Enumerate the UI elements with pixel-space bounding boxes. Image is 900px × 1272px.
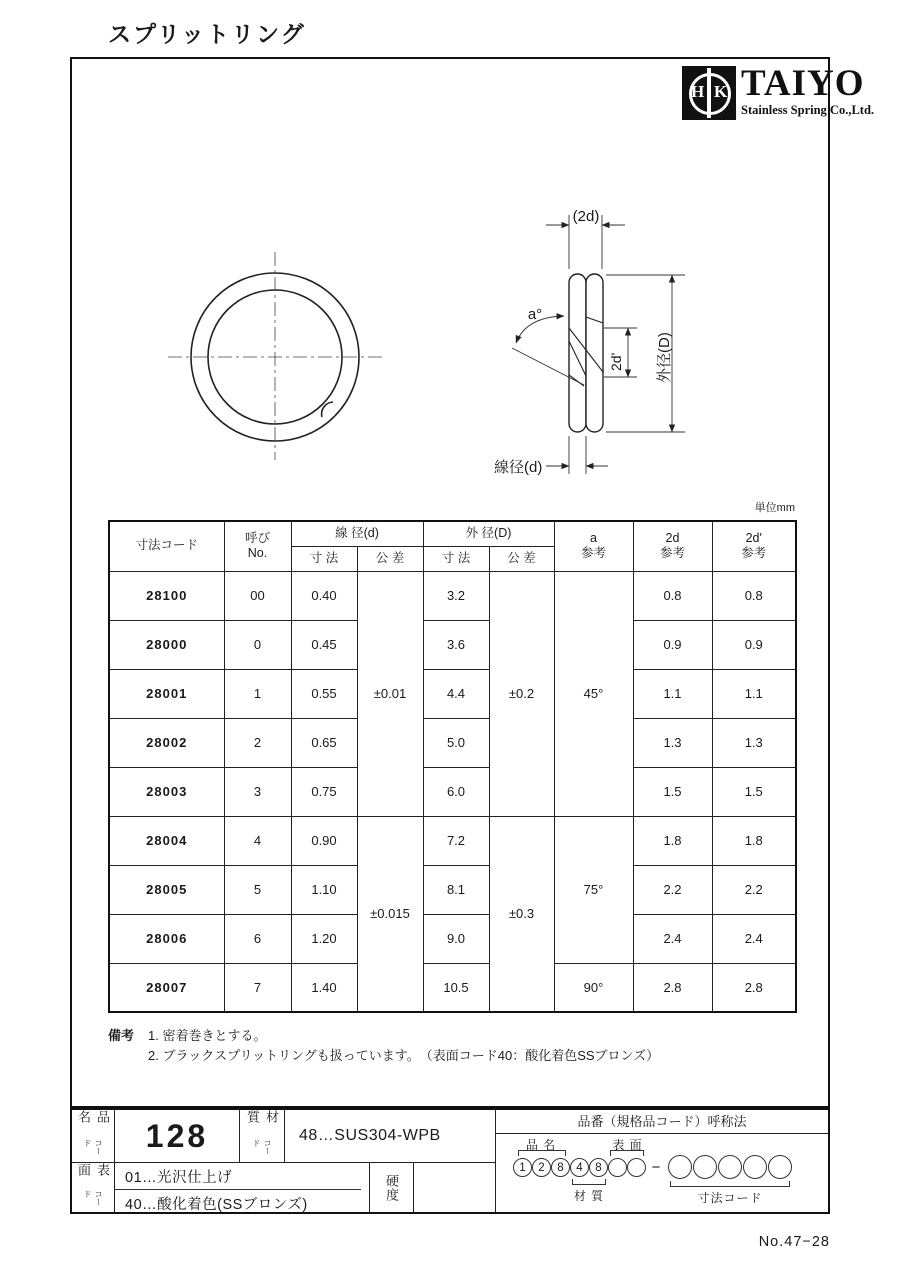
emblem-letter-k: K bbox=[714, 82, 728, 101]
code-circle-digit: 1 bbox=[513, 1158, 532, 1177]
cell-2d: 2.8 bbox=[633, 963, 712, 1012]
note-item: 1. 密着巻きとする。 bbox=[148, 1028, 267, 1043]
table-row bbox=[109, 718, 796, 767]
cell-wire-dim: 1.10 bbox=[291, 865, 357, 914]
logo-text bbox=[741, 63, 875, 118]
dim-2d-label: (2d) bbox=[572, 208, 600, 225]
naming-section bbox=[495, 1110, 828, 1212]
cell-size-code: 28001 bbox=[109, 669, 224, 718]
product-code-value: 128 bbox=[145, 1117, 209, 1154]
emblem-letter-h: H bbox=[691, 82, 705, 101]
cell-wire-dim: 0.75 bbox=[291, 767, 357, 816]
footer-code-block bbox=[70, 1108, 830, 1214]
page-title: スプリットリング bbox=[108, 21, 306, 47]
logo-company-name: TAIYO bbox=[741, 63, 865, 104]
cell-wire-dim: 0.55 bbox=[291, 669, 357, 718]
surface-code-suffix: コード bbox=[83, 1190, 103, 1207]
cell-wire-tol-group1: ±0.01 bbox=[357, 571, 423, 816]
cell-call-no: 4 bbox=[224, 816, 291, 865]
cell-a-ref-group1: 45° bbox=[554, 571, 633, 816]
cell-wire-dim: 0.40 bbox=[291, 571, 357, 620]
header-call-bottom: No. bbox=[247, 546, 268, 561]
cell-2d-prime: 1.5 bbox=[712, 767, 796, 816]
naming-material-bracket bbox=[572, 1179, 606, 1185]
material-value: 48…SUS304-WPB bbox=[299, 1127, 441, 1144]
cell-wire-tol-group2: ±0.015 bbox=[357, 816, 423, 1012]
hardness-label: 硬度 bbox=[384, 1173, 399, 1202]
cell-2d-prime: 0.9 bbox=[712, 620, 796, 669]
cell-2d-prime: 2.4 bbox=[712, 914, 796, 963]
cell-size-code: 28002 bbox=[109, 718, 224, 767]
cell-2d-prime: 1.8 bbox=[712, 816, 796, 865]
code-circle-empty bbox=[608, 1158, 627, 1177]
naming-product-bracket bbox=[518, 1150, 566, 1156]
cell-wire-dim: 0.65 bbox=[291, 718, 357, 767]
header-wire-tol: 公 差 bbox=[357, 546, 423, 571]
code-circle-empty bbox=[668, 1155, 692, 1179]
cell-outer-dim: 3.6 bbox=[423, 620, 489, 669]
product-label: 品名 bbox=[76, 1110, 110, 1124]
table-row bbox=[109, 914, 796, 963]
surface-value-2: 40…酸化着色(SSブロンズ) bbox=[125, 1197, 308, 1213]
header-2d-prime-top: 2d' bbox=[745, 530, 762, 545]
cell-wire-dim: 0.90 bbox=[291, 816, 357, 865]
unit-label: 単位mm bbox=[754, 502, 795, 514]
code-circle-digit: 4 bbox=[570, 1158, 589, 1177]
cell-size-code: 28007 bbox=[109, 963, 224, 1012]
cell-size-code: 28003 bbox=[109, 767, 224, 816]
angle-label: a° bbox=[527, 306, 543, 323]
header-outer-tol: 公 差 bbox=[489, 546, 554, 571]
cell-call-no: 7 bbox=[224, 963, 291, 1012]
hardness-label-cell bbox=[370, 1163, 414, 1212]
code-circle-empty bbox=[768, 1155, 792, 1179]
header-size-code: 寸法コード bbox=[109, 521, 224, 571]
dim-wire-dia-label: 線径(d) bbox=[494, 459, 543, 476]
cell-2d: 1.1 bbox=[633, 669, 712, 718]
surface-values-cell bbox=[115, 1163, 370, 1212]
cell-2d: 0.9 bbox=[633, 620, 712, 669]
hardness-value-cell bbox=[414, 1163, 495, 1212]
cell-2d-prime: 2.2 bbox=[712, 865, 796, 914]
code-circle-empty bbox=[693, 1155, 717, 1179]
table-row bbox=[109, 816, 796, 865]
header-wire-dia-group: 線 径(d) bbox=[291, 521, 423, 546]
header-call-no bbox=[224, 521, 291, 571]
wire-section-left bbox=[569, 274, 586, 432]
header-2d-prime-ref bbox=[712, 521, 796, 571]
cell-wire-dim: 1.20 bbox=[291, 914, 357, 963]
header-row-1 bbox=[109, 521, 796, 546]
product-code-cell bbox=[115, 1110, 240, 1162]
cell-2d-prime: 2.8 bbox=[712, 963, 796, 1012]
cell-outer-tol-group2: ±0.3 bbox=[489, 816, 554, 1012]
cell-size-code: 28000 bbox=[109, 620, 224, 669]
table-row bbox=[109, 963, 796, 1012]
notes-block bbox=[108, 1026, 768, 1066]
material-value-cell bbox=[285, 1110, 495, 1162]
cell-2d: 1.3 bbox=[633, 718, 712, 767]
header-outer-dim: 寸 法 bbox=[423, 546, 489, 571]
naming-size-code-bracket bbox=[670, 1181, 790, 1187]
material-code-suffix: コード bbox=[252, 1138, 272, 1155]
cell-outer-dim: 9.0 bbox=[423, 914, 489, 963]
cell-call-no: 2 bbox=[224, 718, 291, 767]
naming-surface-label: 表 面 bbox=[612, 1138, 643, 1152]
surface-label: 表面 bbox=[76, 1163, 110, 1177]
header-a-ref bbox=[554, 521, 633, 571]
cell-outer-dim: 7.2 bbox=[423, 816, 489, 865]
cell-2d-prime: 0.8 bbox=[712, 571, 796, 620]
naming-material-label: 材 質 bbox=[573, 1189, 605, 1203]
cell-wire-dim: 1.40 bbox=[291, 963, 357, 1012]
notes-list bbox=[148, 1026, 659, 1066]
header-a-top: a bbox=[590, 530, 597, 545]
cell-size-code: 28100 bbox=[109, 571, 224, 620]
surface-value-1: 01…光沢仕上げ bbox=[115, 1163, 361, 1190]
code-circle-empty bbox=[718, 1155, 742, 1179]
notes-label: 備考 bbox=[108, 1028, 135, 1043]
cell-outer-dim: 10.5 bbox=[423, 963, 489, 1012]
cell-2d-prime: 1.3 bbox=[712, 718, 796, 767]
cell-call-no: 3 bbox=[224, 767, 291, 816]
cell-2d: 1.8 bbox=[633, 816, 712, 865]
code-circle-empty bbox=[627, 1158, 646, 1177]
cell-call-no: 1 bbox=[224, 669, 291, 718]
code-dash: − bbox=[651, 1159, 661, 1176]
header-call-top: 呼び bbox=[244, 530, 270, 545]
cell-call-no: 0 bbox=[224, 620, 291, 669]
emblem-bar bbox=[707, 68, 711, 118]
cell-2d: 0.8 bbox=[633, 571, 712, 620]
note-item: 2. ブラックスプリットリングも扱っています。 （表面コード40：酸化着色SSブロンズ） bbox=[148, 1048, 660, 1064]
cell-size-code: 28004 bbox=[109, 816, 224, 865]
cell-a-ref-group3: 90° bbox=[554, 963, 633, 1012]
logo-company-subtitle: Stainless Spring Co.,Ltd. bbox=[741, 103, 875, 117]
material-code-label-cell bbox=[240, 1110, 285, 1162]
naming-surface-bracket bbox=[610, 1150, 644, 1156]
code-circle-empty bbox=[743, 1155, 767, 1179]
table-row bbox=[109, 865, 796, 914]
naming-product-label: 品 名 bbox=[525, 1138, 557, 1152]
naming-size-code-label: 寸法コード bbox=[697, 1191, 763, 1205]
dim-outer-dia-label: 外径(D) bbox=[656, 332, 673, 383]
cell-outer-dim: 8.1 bbox=[423, 865, 489, 914]
cell-outer-dim: 6.0 bbox=[423, 767, 489, 816]
header-wire-dim: 寸 法 bbox=[291, 546, 357, 571]
naming-title: 品番（規格品コード）呼称法 bbox=[496, 1110, 828, 1134]
table-row bbox=[109, 669, 796, 718]
company-logo bbox=[682, 63, 875, 120]
surface-code-label-cell bbox=[72, 1163, 115, 1212]
cell-outer-tol-group1: ±0.2 bbox=[489, 571, 554, 816]
code-circle-digit: 8 bbox=[551, 1158, 570, 1177]
cell-outer-dim: 3.2 bbox=[423, 571, 489, 620]
product-code-suffix: コード bbox=[83, 1138, 103, 1155]
naming-diagram bbox=[497, 1134, 828, 1212]
ring-front-view-drawing bbox=[150, 240, 400, 470]
code-circle-digit: 2 bbox=[532, 1158, 551, 1177]
cell-a-ref-group2: 75° bbox=[554, 816, 633, 963]
header-2d-prime-ref-label: 参考 bbox=[741, 546, 767, 561]
cell-wire-dim: 0.45 bbox=[291, 620, 357, 669]
spec-table-wrap bbox=[108, 520, 797, 1013]
table-row bbox=[109, 767, 796, 816]
cell-2d: 1.5 bbox=[633, 767, 712, 816]
ring-section-drawing bbox=[480, 195, 700, 485]
dim-wire-dia-lines bbox=[546, 436, 608, 474]
header-a-ref-label: 参考 bbox=[580, 546, 606, 561]
table-row bbox=[109, 620, 796, 669]
cell-2d: 2.2 bbox=[633, 865, 712, 914]
cell-outer-dim: 5.0 bbox=[423, 718, 489, 767]
table-row bbox=[109, 571, 796, 620]
header-outer-dia-group: 外 径(D) bbox=[423, 521, 554, 546]
cell-2d: 2.4 bbox=[633, 914, 712, 963]
cell-outer-dim: 4.4 bbox=[423, 669, 489, 718]
product-code-label-cell bbox=[72, 1110, 115, 1162]
code-circle-digit: 8 bbox=[589, 1158, 608, 1177]
cell-size-code: 28006 bbox=[109, 914, 224, 963]
hk-emblem-icon bbox=[682, 66, 736, 120]
header-2d-ref-label: 参考 bbox=[659, 546, 685, 561]
spec-table bbox=[108, 520, 797, 1013]
material-label: 材質 bbox=[245, 1110, 279, 1124]
page-number: No.47−28 bbox=[758, 1234, 830, 1250]
header-2d-top: 2d bbox=[665, 530, 680, 545]
cell-2d-prime: 1.1 bbox=[712, 669, 796, 718]
cell-call-no: 6 bbox=[224, 914, 291, 963]
cell-call-no: 5 bbox=[224, 865, 291, 914]
header-2d-ref bbox=[633, 521, 712, 571]
cell-call-no: 00 bbox=[224, 571, 291, 620]
dim-2d-prime-label: 2d' bbox=[608, 352, 624, 371]
cell-size-code: 28005 bbox=[109, 865, 224, 914]
